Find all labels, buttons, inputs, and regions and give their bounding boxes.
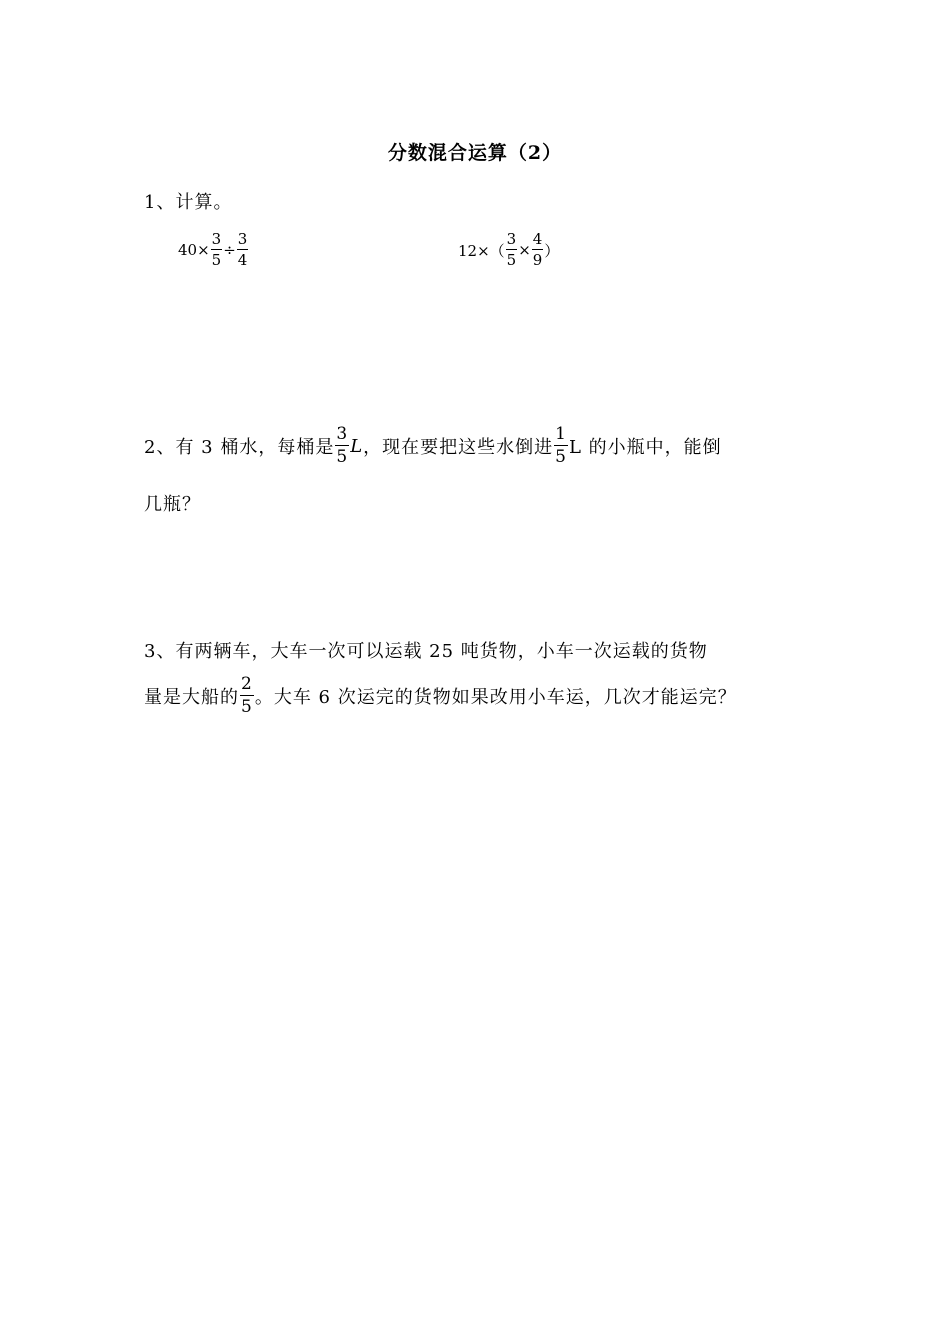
fraction-3-5 — [506, 232, 518, 268]
denominator: 5 — [506, 251, 517, 269]
numerator: 2 — [241, 674, 253, 694]
numerator: 3 — [237, 230, 248, 248]
fraction-3-4 — [237, 232, 249, 268]
question-2-text-2: ，现在要把这些水倒进 — [363, 437, 554, 458]
question-3-text-1: 量是大船的 — [144, 687, 239, 708]
fraction-4-9 — [532, 232, 544, 268]
page-title: 分数混合运算（2） — [387, 142, 563, 164]
question-2-text-3: L 的小瓶中，能倒 — [568, 437, 722, 458]
denominator: 5 — [336, 447, 349, 467]
expression-b-tail: ） — [544, 241, 560, 260]
expression-a-lead: 40× — [178, 241, 210, 259]
denominator: 9 — [532, 251, 543, 269]
numerator: 3 — [506, 230, 517, 248]
expression-b — [458, 232, 559, 268]
fraction-3-5 — [211, 232, 223, 268]
denominator: 5 — [211, 251, 222, 269]
unit-liter: L — [350, 435, 364, 457]
question-2-text-1: 2、有 3 桶水，每桶是 — [144, 437, 335, 458]
numerator: 3 — [211, 230, 222, 248]
denominator: 5 — [241, 697, 253, 717]
question-3-text-2: 。大车 6 次运完的货物如果改用小车运，几次才能运完？ — [254, 687, 737, 708]
divide-operator: ÷ — [223, 241, 236, 259]
question-3-line-1: 3、有两辆车，大车一次可以运载 25 吨货物，小车一次运载的货物 — [144, 641, 708, 662]
numerator: 3 — [336, 424, 349, 444]
fraction-2-5 — [240, 676, 254, 716]
fraction-3-5 — [335, 426, 349, 466]
question-1-label: 1、计算。 — [144, 192, 233, 213]
denominator: 4 — [237, 251, 248, 269]
numerator: 4 — [532, 230, 543, 248]
expression-b-lead: 12×（ — [458, 241, 505, 260]
expression-a — [178, 232, 249, 268]
question-3-line-2 — [144, 676, 737, 716]
question-2-line-1 — [144, 426, 722, 466]
multiply-operator: × — [518, 241, 531, 259]
numerator: 1 — [555, 424, 567, 444]
denominator: 5 — [555, 447, 567, 467]
question-2-line-2: 几瓶？ — [144, 494, 201, 515]
fraction-1-5 — [554, 426, 568, 466]
